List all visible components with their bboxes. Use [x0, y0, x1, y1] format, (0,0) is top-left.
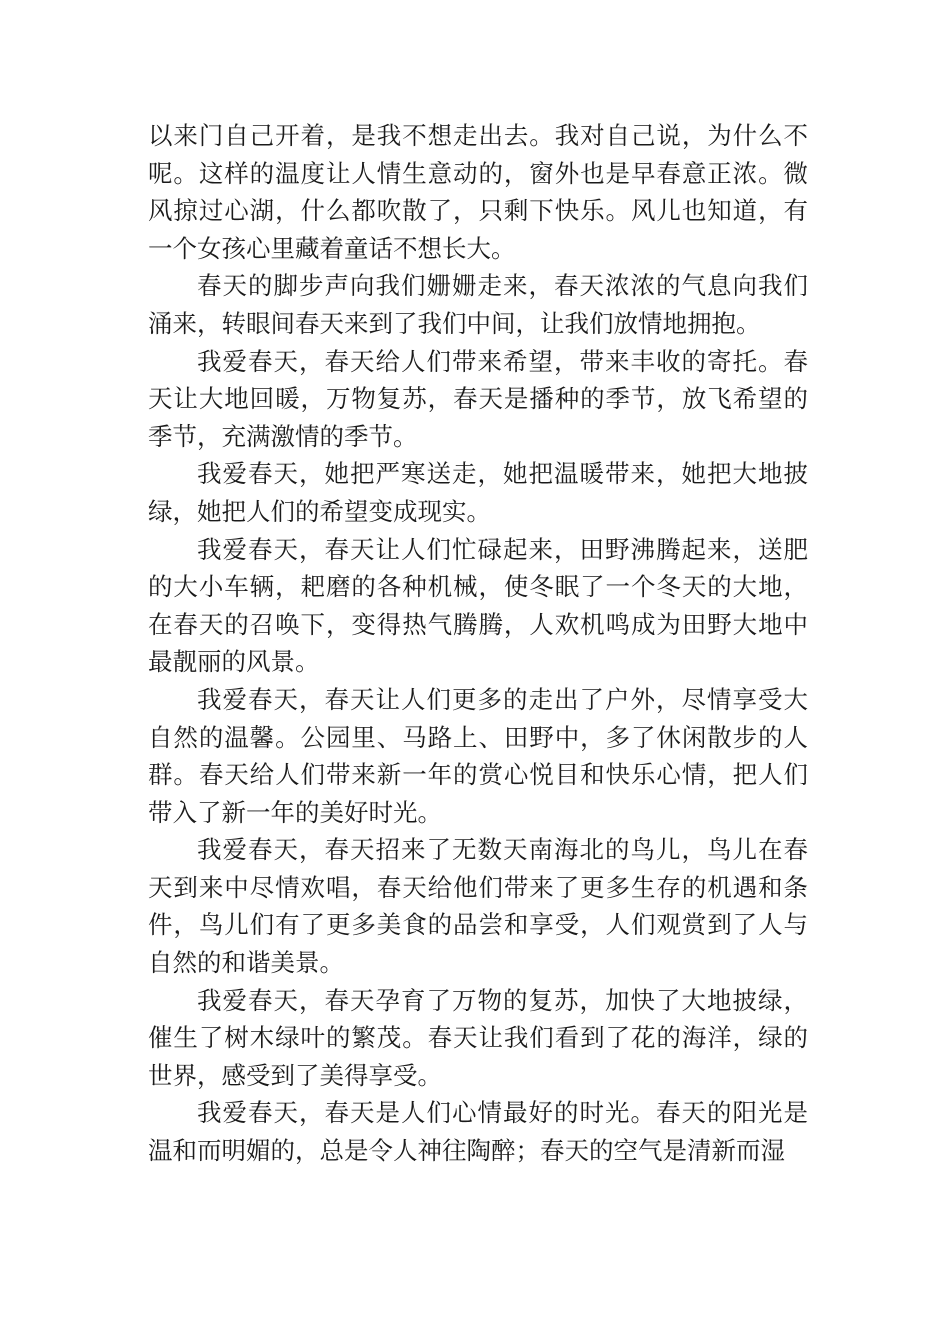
document-body — [148, 117, 808, 1170]
paragraph-5: 我爱春天，春天让人们忙碌起来，田野沸腾起来，送肥的大小车辆，耙磨的各种机械，使冬眠了一个冬天的大地，在春天的召唤下，变得热气腾腾，人欢机鸣成为田野大地中最靓丽的风景。 — [148, 534, 808, 677]
paragraph-4: 我爱春天，她把严寒送走，她把温暖带来，她把大地披绿，她把人们的希望变成现实。 — [148, 459, 808, 526]
paragraph-2: 春天的脚步声向我们姗姗走来，春天浓浓的气息向我们涌来，转眼间春天来到了我们中间，让我们放情地拥抱。 — [148, 271, 808, 338]
paragraph-9: 我爱春天，春天是人们心情最好的时光。春天的阳光是温和而明媚的，总是令人神往陶醉；春天的空气是清新而湿 — [148, 1098, 808, 1166]
paragraph-7: 我爱春天，春天招来了无数天南海北的鸟儿，鸟儿在春天到来中尽情欢唱，春天给他们带来了更多生存的机遇和条件，鸟儿们有了更多美食的品尝和享受，人们观赏到了人与自然的和谐美景。 — [148, 835, 808, 978]
paragraph-1: 以来门自己开着，是我不想走出去。我对自己说，为什么不呢。这样的温度让人情生意动的，窗外也是早春意正浓。微风掠过心湖，什么都吹散了，只剩下快乐。风儿也知道，有一个女孩心里藏着童话不想长大。 — [148, 121, 808, 263]
paragraph-8: 我爱春天，春天孕育了万物的复苏，加快了大地披绿，催生了树木绿叶的繁茂。春天让我们看到了花的海洋，绿的世界，感受到了美得享受。 — [148, 985, 808, 1090]
paragraph-6: 我爱春天，春天让人们更多的走出了户外，尽情享受大自然的温馨。公园里、马路上、田野中，多了休闲散步的人群。春天给人们带来新一年的赏心悦目和快乐心情，把人们带入了新一年的美好时光。 — [148, 684, 808, 827]
paragraph-3: 我爱春天，春天给人们带来希望，带来丰收的寄托。春天让大地回暖，万物复苏，春天是播种的季节，放飞希望的季节，充满激情的季节。 — [148, 346, 808, 451]
